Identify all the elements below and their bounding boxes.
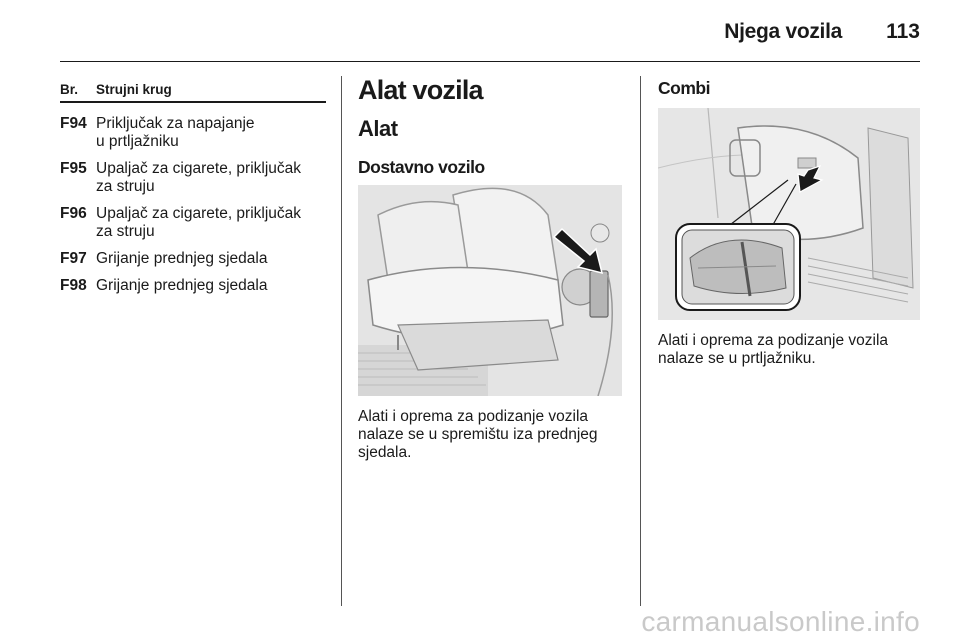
combi-caption [658,332,920,368]
column-header-number: Br. [60,82,79,97]
combi-section [658,74,920,99]
caption-line: nalaze se u prtljažniku. [658,350,816,367]
fuse-code: F95 [60,160,87,177]
fuse-description-line: Priključak za napajanje [96,115,255,132]
combi-trunk-illustration [658,108,920,320]
column-header-circuit: Strujni krug [96,82,172,97]
caption-line: Alati i oprema za podizanje vozila [658,332,889,349]
fuse-description-line: u prtljažniku [96,133,179,150]
subheading: Alat [358,116,398,141]
caption-line: nalaze se u spremištu iza prednjeg [358,426,598,443]
combi-heading: Combi [658,78,710,98]
van-heading: Dostavno vozilo [358,157,485,177]
table-row [60,250,326,268]
fuse-description-line: Upaljač za cigarete, priključak [96,205,302,222]
fuse-description: Grijanje prednjeg sjedala [96,277,268,294]
page-number: 113 [886,20,920,43]
fuse-description-line: Upaljač za cigarete, priključak [96,160,302,177]
column-divider-2 [640,76,641,606]
fuse-code: F96 [60,205,87,222]
fuse-code: F97 [60,250,87,267]
van-seat-illustration [358,185,622,396]
fuse-description-line: za struju [96,178,155,195]
caption-line: sjedala. [358,444,412,461]
fuse-description-line: za struju [96,223,155,240]
watermark: carmanualsonline.info [641,606,920,637]
fuse-description [96,160,326,196]
section-heading: Alat vozila [358,75,483,105]
fuse-description [96,205,326,241]
fuse-table [60,82,326,295]
table-row [60,160,326,196]
table-row [60,277,326,295]
fuse-description: Grijanje prednjeg sjedala [96,250,268,267]
table-row [60,115,326,151]
fuse-description [96,115,326,151]
caption-line: Alati i oprema za podizanje vozila [358,408,589,425]
fuse-code: F98 [60,277,87,294]
fuse-table-header [60,82,326,103]
page-header [60,18,920,62]
fuse-code: F94 [60,115,87,132]
section-title: Njega vozila [724,20,842,43]
column-divider-1 [341,76,342,606]
tools-section [358,74,622,178]
table-row [60,205,326,241]
van-caption [358,408,622,462]
